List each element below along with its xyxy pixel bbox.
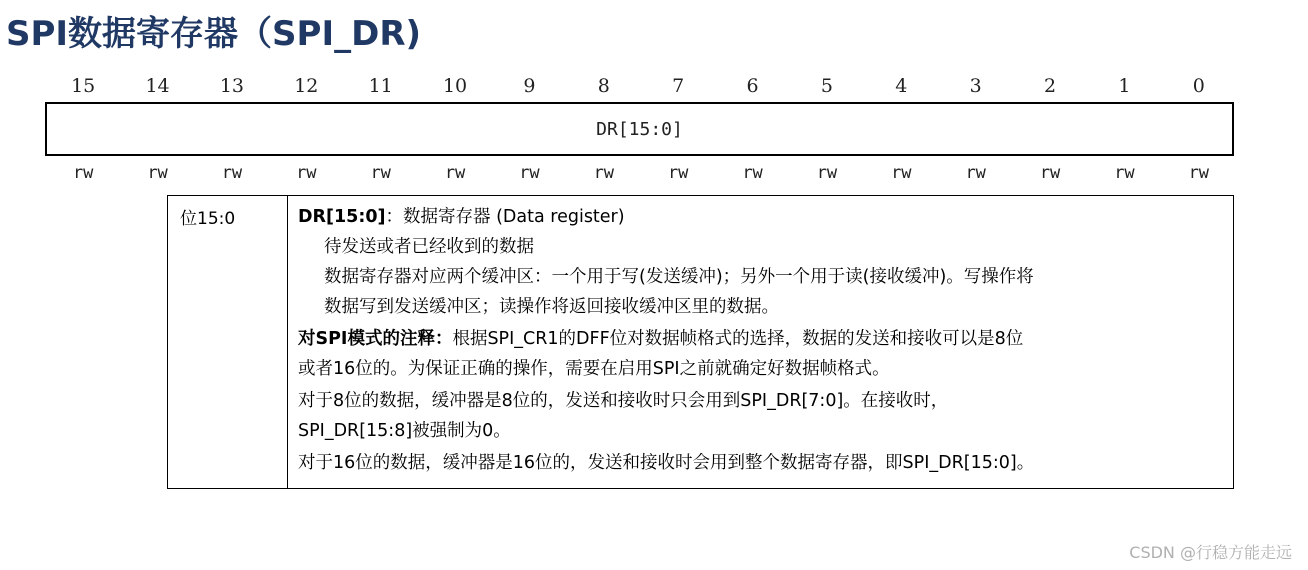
bit-number: 15 (71, 75, 96, 97)
access-type: rw (296, 163, 317, 183)
bit-number: 9 (523, 75, 536, 97)
description-line: 待发送或者已经收到的数据 (324, 237, 534, 257)
bit-number: 14 (145, 75, 170, 97)
access-type: rw (370, 163, 391, 183)
watermark: CSDN @行稳方能走远 (1129, 543, 1292, 562)
bit-number: 8 (597, 75, 610, 97)
access-type: rw (147, 163, 168, 183)
bit-number: 2 (1044, 75, 1057, 97)
access-type: rw (593, 163, 615, 183)
bit-number: 6 (746, 75, 759, 97)
access-type: rw (1039, 163, 1061, 183)
description-line: 数据写到发送缓冲区；读操作将返回接收缓冲区里的数据。 (324, 297, 779, 317)
bit-number: 13 (219, 75, 245, 97)
access-type: rw (816, 163, 838, 183)
description-heading (298, 202, 1225, 232)
access-type: rw (965, 163, 986, 183)
access-type: rw (221, 163, 243, 183)
bit-number: 10 (442, 75, 468, 97)
bit-number-row (46, 75, 1236, 97)
heading-field-name: DR[15:0] (298, 207, 386, 227)
bit-number: 4 (895, 75, 908, 97)
description-line: SPI_DR[15:8]被强制为0。 (298, 421, 511, 441)
bit-number: 11 (368, 75, 393, 97)
description-line: 对于16位的数据，缓冲器是16位的，发送和接收时会用到整个数据寄存器，即SPI_DR[15:0]。 (298, 453, 1035, 473)
access-type: rw (1114, 163, 1135, 183)
access-type: rw (1188, 163, 1210, 183)
access-type: rw (667, 163, 689, 183)
access-type: rw (519, 163, 540, 183)
bit-number: 7 (672, 75, 685, 97)
bit-number: 5 (820, 75, 833, 97)
access-type: rw (444, 163, 466, 183)
note-text: 根据SPI_CR1的DFF位对数据帧格式的选择，数据的发送和接收可以是8位 (452, 329, 1024, 349)
description-line: 数据寄存器对应两个缓冲区：一个用于写(发送缓冲)；另外一个用于读(接收缓冲)。写操作将 (324, 267, 1034, 287)
bit-number: 1 (1118, 75, 1131, 97)
bit-number: 3 (969, 75, 982, 97)
access-type: rw (742, 163, 763, 183)
page-title: SPI数据寄存器（SPI_DR) (6, 14, 422, 54)
field-description-table (167, 195, 1234, 489)
bits-label: 位15:0 (168, 196, 288, 488)
access-type-row (46, 163, 1236, 183)
bit-number: 12 (294, 75, 319, 97)
note-line: 或者16位的。为保证正确的操作，需要在启用SPI之前就确定好数据帧格式。 (298, 359, 890, 379)
bit-number: 0 (1192, 75, 1205, 97)
description-text (288, 196, 1233, 488)
access-type: rw (72, 163, 94, 183)
heading-text: ：数据寄存器 (Data register) (385, 207, 625, 227)
note-line (298, 324, 1225, 354)
register-field-box (45, 102, 1234, 156)
note-label: 对SPI模式的注释： (298, 329, 453, 349)
access-type: rw (891, 163, 912, 183)
register-field-name: DR[15:0] (596, 118, 683, 140)
description-line: 对于8位的数据，缓冲器是8位的，发送和接收时只会用到SPI_DR[7:0]。在接收时， (298, 391, 949, 411)
